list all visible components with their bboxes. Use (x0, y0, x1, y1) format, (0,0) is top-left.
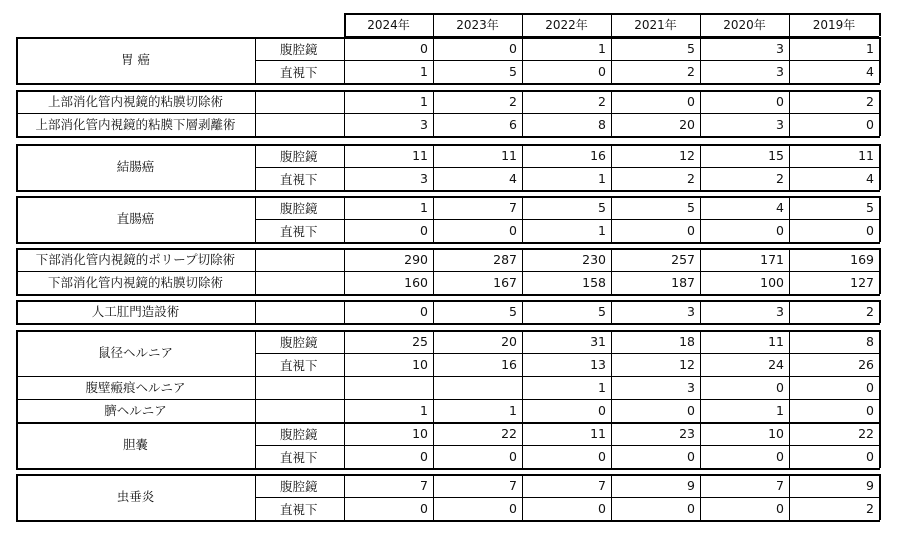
value-cell: 0 (598, 449, 606, 464)
grid-line (16, 399, 255, 400)
grid-line (879, 37, 881, 83)
value-cell (344, 376, 433, 399)
approach-label (255, 90, 344, 113)
value-cell: 9 (687, 478, 695, 493)
value-cell: 15 (768, 148, 784, 163)
value-cell: 1 (598, 171, 606, 186)
value-cell: 3 (776, 117, 784, 132)
approach-label (255, 248, 344, 271)
grid-line (879, 196, 881, 242)
grid-line (16, 242, 880, 244)
grid-line (879, 90, 881, 136)
value-cell: 0 (776, 94, 784, 109)
grid-line (879, 422, 881, 468)
value-cell: 0 (420, 223, 428, 238)
value-cell: 4 (509, 171, 517, 186)
approach-label (255, 300, 344, 323)
value-cell: 0 (866, 380, 874, 395)
grid-line (16, 271, 255, 272)
approach-label: 腹腔鏡 (280, 478, 318, 494)
value-cell: 11 (501, 148, 517, 163)
value-cell: 1 (776, 403, 784, 418)
year-header: 2021年 (634, 18, 677, 32)
approach-label: 直視下 (280, 501, 318, 517)
value-cell: 1 (509, 403, 517, 418)
approach-label: 腹腔鏡 (280, 200, 318, 216)
value-cell: 10 (412, 357, 428, 372)
approach-label: 直視下 (280, 171, 318, 187)
value-cell: 26 (858, 357, 874, 372)
value-cell: 287 (493, 252, 517, 267)
value-cell: 7 (509, 200, 517, 215)
approach-label: 腹腔鏡 (280, 426, 318, 442)
value-cell: 22 (858, 426, 874, 441)
grid-line (879, 13, 881, 36)
value-cell: 169 (850, 252, 874, 267)
value-cell: 3 (420, 117, 428, 132)
value-cell: 2 (866, 94, 874, 109)
value-cell: 5 (687, 41, 695, 56)
approach-label: 直視下 (280, 357, 318, 373)
value-cell: 0 (687, 449, 695, 464)
value-cell: 1 (420, 403, 428, 418)
year-header: 2022年 (545, 18, 588, 32)
approach-label: 直視下 (280, 223, 318, 239)
row-label: 胃 癌 (121, 52, 150, 67)
value-cell: 0 (687, 223, 695, 238)
value-cell: 5 (598, 304, 606, 319)
value-cell: 18 (679, 334, 695, 349)
value-cell: 7 (509, 478, 517, 493)
value-cell: 11 (412, 148, 428, 163)
row-label: 臍ヘルニア (104, 402, 167, 418)
value-cell: 3 (776, 41, 784, 56)
value-cell: 0 (866, 449, 874, 464)
row-label: 人工肛門造設術 (91, 303, 180, 319)
value-cell: 3 (420, 171, 428, 186)
value-cell: 1 (598, 223, 606, 238)
grid-line (16, 136, 880, 138)
grid-line (879, 248, 881, 294)
value-cell: 4 (866, 64, 874, 79)
value-cell: 0 (598, 403, 606, 418)
value-cell: 1 (420, 200, 428, 215)
value-cell: 10 (412, 426, 428, 441)
value-cell: 12 (679, 148, 695, 163)
grid-line (16, 323, 880, 325)
value-cell: 1 (866, 41, 874, 56)
value-cell: 1 (420, 64, 428, 79)
grid-line (879, 474, 881, 520)
grid-line (16, 190, 880, 192)
value-cell: 2 (687, 64, 695, 79)
value-cell: 187 (671, 275, 695, 290)
approach-label (255, 271, 344, 294)
value-cell: 2 (776, 171, 784, 186)
value-cell: 160 (404, 275, 428, 290)
value-cell: 8 (866, 334, 874, 349)
row-label: 直腸癌 (116, 211, 155, 226)
approach-label (255, 376, 344, 399)
value-cell: 4 (866, 171, 874, 186)
value-cell: 2 (866, 501, 874, 516)
grid-line (879, 300, 881, 323)
value-cell: 0 (420, 304, 428, 319)
value-cell: 7 (598, 478, 606, 493)
grid-line (16, 83, 880, 85)
grid-line (16, 520, 880, 522)
value-cell: 0 (509, 501, 517, 516)
value-cell: 1 (598, 41, 606, 56)
value-cell: 31 (590, 334, 606, 349)
row-label: 上部消化管内視鏡的粘膜下層剥離術 (35, 116, 236, 132)
approach-label: 腹腔鏡 (280, 148, 318, 164)
grid-line (16, 376, 255, 377)
approach-label (255, 113, 344, 136)
value-cell: 0 (420, 449, 428, 464)
value-cell: 0 (598, 64, 606, 79)
row-label: 下部消化管内視鏡的ポリープ切除術 (35, 251, 236, 267)
approach-label (255, 399, 344, 422)
value-cell: 3 (776, 64, 784, 79)
value-cell: 0 (866, 223, 874, 238)
value-cell: 8 (598, 117, 606, 132)
value-cell: 0 (776, 380, 784, 395)
value-cell: 12 (679, 357, 695, 372)
value-cell: 0 (687, 501, 695, 516)
value-cell: 0 (420, 41, 428, 56)
year-header: 2024年 (367, 18, 410, 32)
row-label: 下部消化管内視鏡的粘膜切除術 (47, 274, 223, 290)
value-cell: 0 (509, 223, 517, 238)
value-cell: 0 (687, 94, 695, 109)
value-cell: 22 (501, 426, 517, 441)
value-cell: 2 (509, 94, 517, 109)
value-cell: 23 (679, 426, 695, 441)
grid-line (879, 330, 881, 422)
value-cell: 5 (866, 200, 874, 215)
value-cell: 20 (679, 117, 695, 132)
year-header: 2020年 (723, 18, 766, 32)
value-cell: 5 (509, 64, 517, 79)
value-cell: 11 (590, 426, 606, 441)
approach-label: 直視下 (280, 64, 318, 80)
value-cell: 290 (404, 252, 428, 267)
grid-line (16, 294, 880, 296)
value-cell: 2 (866, 304, 874, 319)
value-cell (433, 376, 522, 399)
value-cell: 2 (687, 171, 695, 186)
value-cell: 0 (509, 41, 517, 56)
value-cell: 6 (509, 117, 517, 132)
row-label: 結腸癌 (116, 159, 155, 174)
value-cell: 11 (768, 334, 784, 349)
grid-line (16, 113, 255, 114)
value-cell: 167 (493, 275, 517, 290)
value-cell: 24 (768, 357, 784, 372)
value-cell: 10 (768, 426, 784, 441)
value-cell: 5 (509, 304, 517, 319)
value-cell: 3 (776, 304, 784, 319)
value-cell: 0 (776, 449, 784, 464)
value-cell: 0 (776, 223, 784, 238)
value-cell: 0 (598, 501, 606, 516)
value-cell: 20 (501, 334, 517, 349)
value-cell: 7 (420, 478, 428, 493)
value-cell: 171 (760, 252, 784, 267)
value-cell: 1 (598, 380, 606, 395)
value-cell: 16 (590, 148, 606, 163)
row-label: 腹壁瘢痕ヘルニア (85, 379, 186, 395)
year-header: 2023年 (456, 18, 499, 32)
value-cell: 230 (582, 252, 606, 267)
year-header: 2019年 (812, 18, 856, 32)
row-label: 上部消化管内視鏡的粘膜切除術 (47, 93, 223, 109)
value-cell: 25 (412, 334, 428, 349)
row-label: 鼠径ヘルニア (97, 345, 173, 360)
value-cell: 0 (420, 501, 428, 516)
value-cell: 0 (866, 403, 874, 418)
value-cell: 5 (598, 200, 606, 215)
value-cell: 4 (776, 200, 784, 215)
value-cell: 0 (509, 449, 517, 464)
grid-line (879, 144, 881, 190)
value-cell: 1 (420, 94, 428, 109)
value-cell: 0 (687, 403, 695, 418)
row-label: 胆嚢 (122, 437, 148, 452)
value-cell: 7 (776, 478, 784, 493)
value-cell: 257 (671, 252, 695, 267)
approach-label: 腹腔鏡 (280, 334, 318, 350)
value-cell: 11 (858, 148, 874, 163)
approach-label: 直視下 (280, 449, 318, 465)
value-cell: 100 (760, 275, 784, 290)
value-cell: 16 (501, 357, 517, 372)
value-cell: 0 (776, 501, 784, 516)
value-cell: 127 (850, 275, 874, 290)
value-cell: 0 (866, 117, 874, 132)
row-label: 虫垂炎 (116, 489, 155, 504)
approach-label: 腹腔鏡 (280, 41, 318, 57)
value-cell: 9 (866, 478, 874, 493)
grid-line (16, 468, 880, 470)
value-cell: 5 (687, 200, 695, 215)
value-cell: 13 (590, 357, 606, 372)
value-cell: 2 (598, 94, 606, 109)
value-cell: 158 (582, 275, 606, 290)
value-cell: 3 (687, 304, 695, 319)
value-cell: 3 (687, 380, 695, 395)
